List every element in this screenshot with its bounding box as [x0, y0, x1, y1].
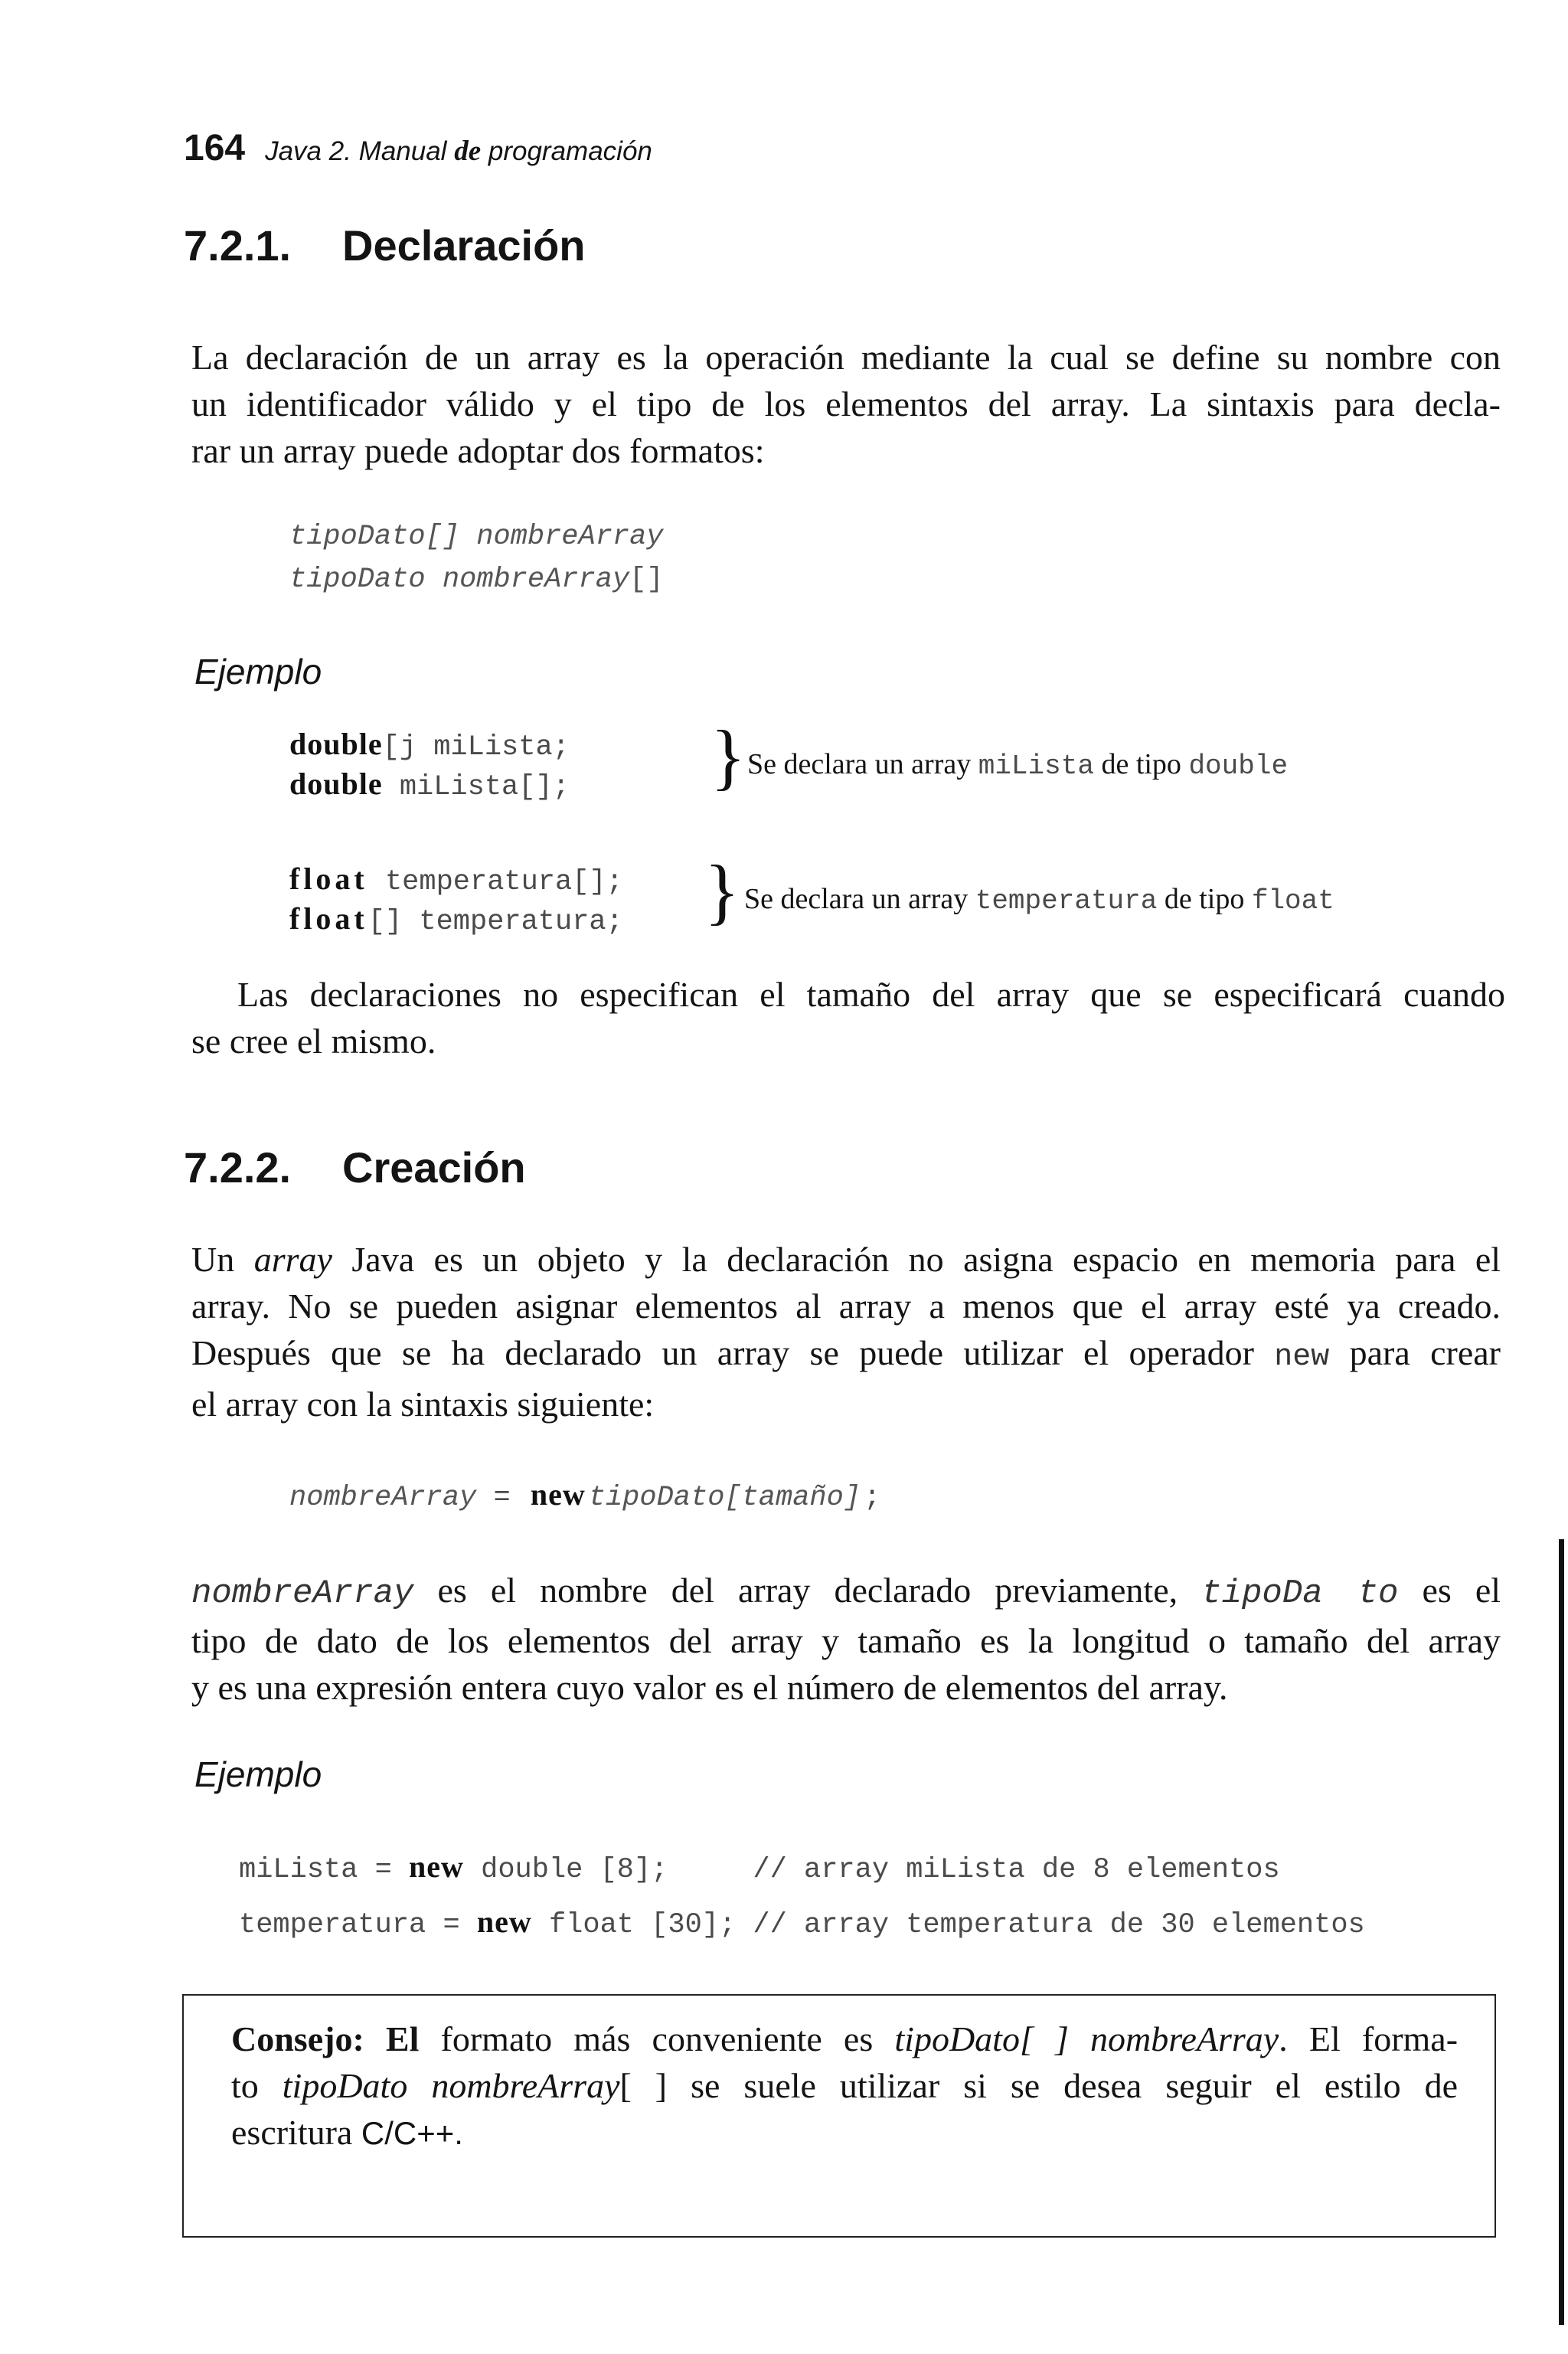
declaration-closing-paragraph: Las declaraciones no especifican el tamaño del array que se especificará cuando se cree el mismo.: [191, 975, 1505, 1061]
section-number: 7.2.1.: [184, 221, 292, 270]
page-number: 164: [184, 128, 246, 168]
example-1-line-2: double miLista[];: [289, 767, 570, 803]
tip-label: Consejo: El: [231, 2019, 420, 2058]
example-1-line-1: double[j miLista;: [289, 727, 570, 763]
creation-code-line-2: temperatura = new float [30]; // array temperatura de 30 elementos: [239, 1904, 1365, 1941]
book-title: Java 2. Manual de programación: [265, 136, 652, 167]
creation-syntax: nombreArray = new tipoDato[tamaño] ;: [289, 1477, 881, 1514]
section-title: Declaración: [342, 221, 586, 270]
running-head: [184, 127, 652, 169]
declaration-intro-paragraph: La declaración de un array es la operación mediante la cual se define su nombre con un identificador válido y el tipo de los elementos del array. La sintaxis para decla- rar un array puede adoptar dos formatos:: [191, 338, 1501, 470]
tip-text: Consejo: El formato más conveniente es tipoDato[ ] nombreArray. El forma- to tipoDato nombreArray[ ] se suele utilizar si se desea seguir el estilo de escritura C/C++.: [231, 2019, 1459, 2152]
section-heading-7-2-1: [184, 221, 586, 270]
creation-code-line-1: miLista = new double [8]; // array miLista de 8 elementos: [239, 1849, 1280, 1886]
margin-rule: [1559, 1539, 1564, 2325]
syntax-format-1: tipoDato[] nombreArray: [289, 521, 664, 553]
section-title: Creación: [342, 1143, 526, 1192]
example-2-line-2: float[] temperatura;: [289, 901, 623, 938]
example-1-note: Se declara un array miLista de tipo double: [747, 748, 1289, 782]
brace-icon: }: [704, 850, 740, 932]
tip-box: [182, 1994, 1496, 2238]
example-2-note: Se declara un array temperatura de tipo float: [744, 883, 1334, 917]
creation-paragraph: Un array Java es un objeto y la declaración no asigna espacio en memoria para el array. No se pueden asignar elementos al array a menos que el array esté ya creado. Después que se ha declarado un array se puede utilizar el operador new para crear el array con la sintaxis siguiente:: [191, 1240, 1501, 1424]
example-2-line-1: float temperatura[];: [289, 861, 623, 898]
brace-icon: }: [710, 715, 746, 797]
example-label-2: Ejemplo: [194, 1754, 322, 1794]
section-number: 7.2.2.: [184, 1143, 292, 1192]
syntax-format-2: tipoDato nombreArray[]: [289, 564, 664, 596]
section-heading-7-2-2: [184, 1143, 526, 1192]
creation-explanation-paragraph: nombreArray es el nombre del array declarado previamente, tipoDa to es el tipo de dato de los elementos del array y tamaño es la longitud o tamaño del array y es una expresión entera cuyo valor es el número de elementos del array.: [191, 1571, 1501, 1707]
example-label-1: Ejemplo: [194, 652, 322, 691]
